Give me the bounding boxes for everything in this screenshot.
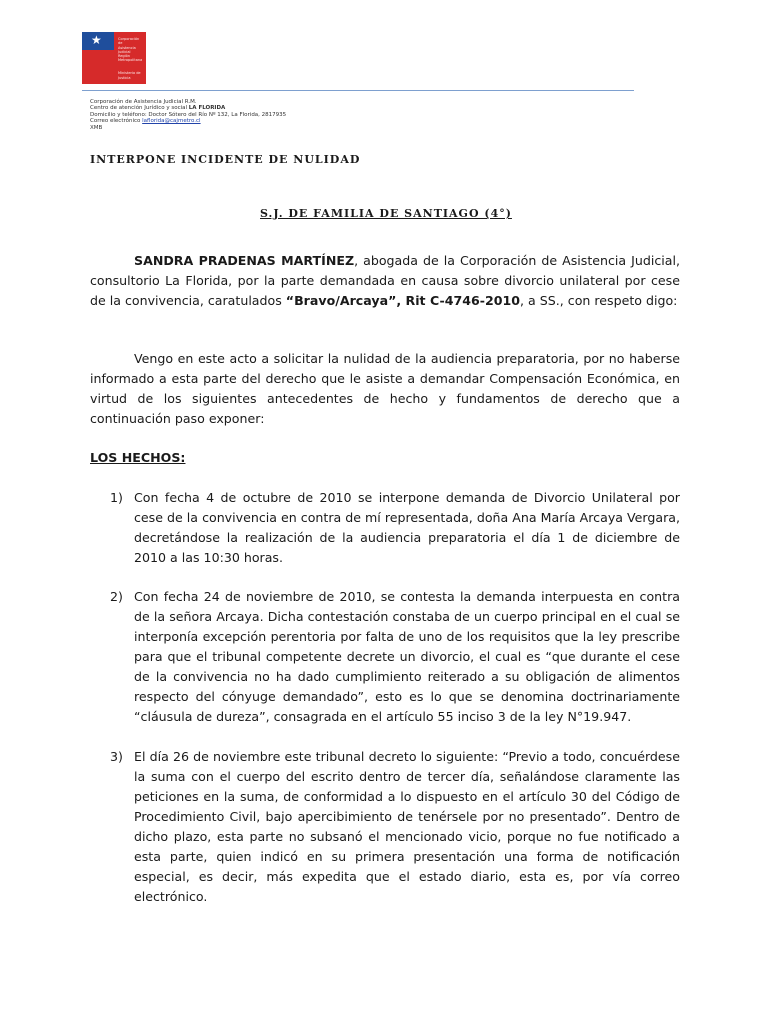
letterhead-initials: XMB [90, 124, 103, 131]
case-reference: “Bravo/Arcaya”, Rit C-4746-2010 [285, 293, 521, 308]
institution-logo [82, 32, 146, 84]
list-item-number: 3) [110, 749, 123, 764]
letterhead-address: Domicilio y teléfono: Doctor Sótero del Río Nº 132, La Florida, 2817935 [90, 111, 287, 118]
letterhead-info [90, 99, 286, 131]
document-title: INTERPONE INCIDENTE DE NULIDAD [90, 153, 361, 166]
email-label: Correo electrónico [90, 118, 141, 125]
logo-flag [82, 32, 114, 84]
letterhead-line: Corporación de Asistencia Judicial R.M. [90, 99, 197, 105]
list-item-text: Con fecha 4 de octubre de 2010 se interpone demanda de Divorcio Unilateral por cese de la convivencia en contra de mí representada, doña Ana María Arcaya Vergara, decretándose la realización de la audiencia preparatoria el día 1 de diciembre de 2010 a las 10:30 horas. [134, 490, 680, 565]
logo-text-panel [114, 32, 146, 84]
list-item-number: 2) [110, 589, 123, 604]
list-item-number: 1) [110, 490, 123, 505]
star-icon: ★ [91, 33, 102, 47]
request-text: Vengo en este acto a solicitar la nulidad de la audiencia preparatoria, por no haberse informado a esta parte del derecho que le asiste a demandar Compensación Económica, en virtud de los siguientes antecedentes de hecho y fundamentos de derecho que a continuación paso exponer: [90, 351, 680, 426]
intro-text-2: , a SS., con respeto digo: [520, 293, 678, 308]
email-link[interactable]: laflorida@cajmetro.cl [142, 118, 201, 125]
header-divider [82, 90, 634, 91]
list-item [110, 747, 680, 907]
logo-line: Judicial [118, 49, 131, 54]
logo-red-block [82, 50, 114, 84]
logo-blue-block [82, 32, 114, 50]
court-heading: S.J. DE FAMILIA DE SANTIAGO (4°) [260, 207, 512, 220]
request-paragraph [90, 349, 680, 429]
letterhead-center-name: LA FLORIDA [188, 105, 226, 112]
logo-line: Corporación de [118, 37, 140, 46]
intro-text-1: , abogada de la Corporación de Asistencia Judicial, consultorio La Florida, por la parte demandada en causa sobre divorcio unilateral por cese de la convivencia, caratulados [90, 253, 680, 308]
attorney-name: SANDRA PRADENAS MARTÍNEZ [134, 253, 355, 268]
logo-line: Asistencia [118, 45, 136, 50]
logo-line: Justicia [118, 75, 131, 80]
list-item-text: Con fecha 24 de noviembre de 2010, se contesta la demanda interpuesta en contra de la señora Arcaya. Dicha contestación constaba de un cuerpo principal en el cual se interponía excepción perentoria por falta de uno de los requisitos que la ley prescribe para que el tribunal competente decrete un divorcio, el cual es “que durante el cese de la convivencia no ha dado cumplimiento reiterado a su obligación de alimentos respecto del cónyuge demandado”, esto es lo que se denomina doctrinariamente “cláusula de dureza”, consagrada en el artículo 55 inciso 3 de la ley N°19.947. [134, 589, 680, 724]
list-item [110, 587, 680, 727]
letterhead-center-label: Centro de atención Jurídico y social [90, 105, 188, 112]
logo-line: Región Metropolitana [118, 54, 143, 63]
section-title: LOS HECHOS: [90, 450, 186, 465]
logo-line: Ministerio de [118, 71, 141, 76]
list-item-text: El día 26 de noviembre este tribunal decreto lo siguiente: “Previo a todo, concuérdese la suma con el cuerpo del escrito dentro de tercer día, señalándose claramente las peticiones en la suma, de conformidad a lo dispuesto en el artículo 30 del Código de Procedimiento Civil, bajo apercibimiento de tenérsele por no presentado”. Dentro de dicho plazo, esta parte no subsanó el mencionado vicio, porque no fue notificado a esta parte, quien indicó en su primera presentación una forma de notificación especial, es decir, más expedita que el estado diario, esta es, por vía correo electrónico. [134, 749, 680, 904]
intro-paragraph [90, 251, 680, 311]
list-item [110, 488, 680, 568]
